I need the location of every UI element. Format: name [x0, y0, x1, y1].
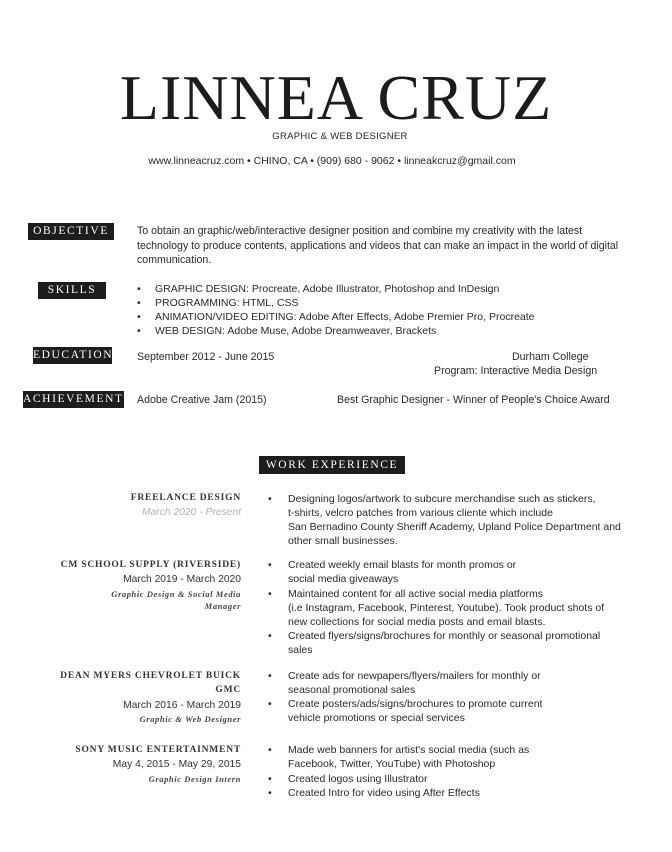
job-dates: March 2020 - Present [141, 507, 241, 518]
job-company: FREELANCE DESIGN [130, 493, 241, 503]
skill-item: • ANIMATION/VIDEO EDITING: Adobe After Effects, Adobe Premier Pro, Procreate [155, 310, 535, 324]
bullet-line: other small businesses. [288, 535, 398, 547]
work-experience-label: WORK EXPERIENCE [259, 456, 405, 474]
job-company: CM SCHOOL SUPPLY (RIVERSIDE) [60, 560, 241, 570]
bullet-line: • Create posters/ads/signs/brochures to promote current [288, 698, 543, 710]
job-bullet [288, 743, 658, 771]
achievements-label: ACHIEVEMENTS [23, 391, 124, 408]
job-role: Graphic & Web Designer [139, 714, 241, 724]
job-role: Graphic Design Intern [148, 774, 241, 784]
achievement-item: Adobe Creative Jam (2015) [137, 394, 267, 406]
bullet-line: seasonal promotional sales [288, 684, 416, 696]
job-company: SONY MUSIC ENTERTAINMENT [75, 745, 241, 755]
job-bullet [288, 669, 658, 697]
bullet-line: sales [288, 644, 313, 656]
bullet-line: (i.e Instagram, Facebook, Pinterest, Youtube). Took product shots of [288, 602, 605, 614]
objective-label: OBJECTIVE [28, 223, 114, 240]
skills-label: SKILLS [38, 282, 106, 299]
role-line: Graphic Design & Social Media [111, 589, 241, 599]
objective-line: communication. [137, 254, 212, 266]
bullet-line: vehicle promotions or special services [288, 712, 465, 724]
company-line: DEAN MYERS CHEVROLET BUICK [60, 671, 241, 681]
job-title: GRAPHIC & WEB DESIGNER [272, 131, 408, 142]
resume-name: LINNEA CRUZ [119, 62, 553, 133]
objective-text [137, 224, 672, 268]
job-bullet: • Created Intro for video using After Effects [288, 786, 658, 800]
bullet-line: new collections for social media posts and email blasts. [288, 616, 546, 628]
bullet-line: • Created weekly email blasts for month promos or [288, 559, 517, 571]
job-bullet [288, 629, 658, 657]
job-bullet [288, 587, 658, 629]
education-school: Durham College [512, 351, 589, 363]
job-company [60, 669, 241, 697]
bullet-line: social media giveaways [288, 573, 399, 585]
bullet-line: • Maintained content for all active social media platforms [288, 588, 544, 600]
education-label: EDUCATION [33, 347, 112, 364]
job-role [111, 588, 241, 612]
job-bullet [288, 492, 658, 548]
contact-line: www.linneacruz.com • CHINO, CA • (909) 680 - 9062 • linneakcruz@gmail.com [148, 155, 516, 167]
role-line: Manager [204, 601, 241, 611]
achievement-item: Best Graphic Designer - Winner of People's Choice Award [337, 394, 610, 406]
skill-item: • GRAPHIC DESIGN: Procreate, Adobe Illustrator, Photoshop and InDesign [155, 282, 499, 296]
job-bullet: • Created logos using Illustrator [288, 772, 658, 786]
bullet-line: Facebook, Twitter, YouTube) with Photoshop [288, 758, 496, 770]
bullet-line: San Bernadino County Sheriff Academy, Upland Police Department and [288, 521, 621, 533]
education-program: Program: Interactive Media Design [434, 365, 598, 377]
education-dates: September 2012 - June 2015 [137, 351, 275, 363]
objective-line: To obtain an graphic/web/interactive designer position and combine my creativity with the latest [137, 225, 583, 237]
job-bullet [288, 558, 658, 586]
bullet-line: t-shirts, velcro patches from various cliente which include [288, 507, 553, 519]
objective-line: technology to produce contents, applications and videos that can make an impact in the world of digital [137, 239, 619, 252]
job-bullet [288, 697, 658, 725]
bullet-line: • Designing logos/artwork to subcure merchandise such as stickers, [288, 493, 596, 505]
skill-item: • WEB DESIGN: Adobe Muse, Adobe Dreamweaver, Brackets [155, 324, 436, 338]
bullet-line: • Create ads for newpapers/flyers/mailers for monthly or [288, 670, 541, 682]
job-dates: May 4, 2015 - May 29, 2015 [112, 759, 241, 770]
bullet-line: • Created flyers/signs/brochures for monthly or seasonal promotional [288, 630, 601, 642]
skill-item: • PROGRAMMING: HTML, CSS [155, 296, 299, 310]
bullet-line: • Made web banners for artist's social media (such as [288, 744, 530, 756]
company-line: GMC [215, 685, 241, 695]
job-dates: March 2019 - March 2020 [123, 574, 241, 585]
job-dates: March 2016 - March 2019 [123, 700, 241, 711]
